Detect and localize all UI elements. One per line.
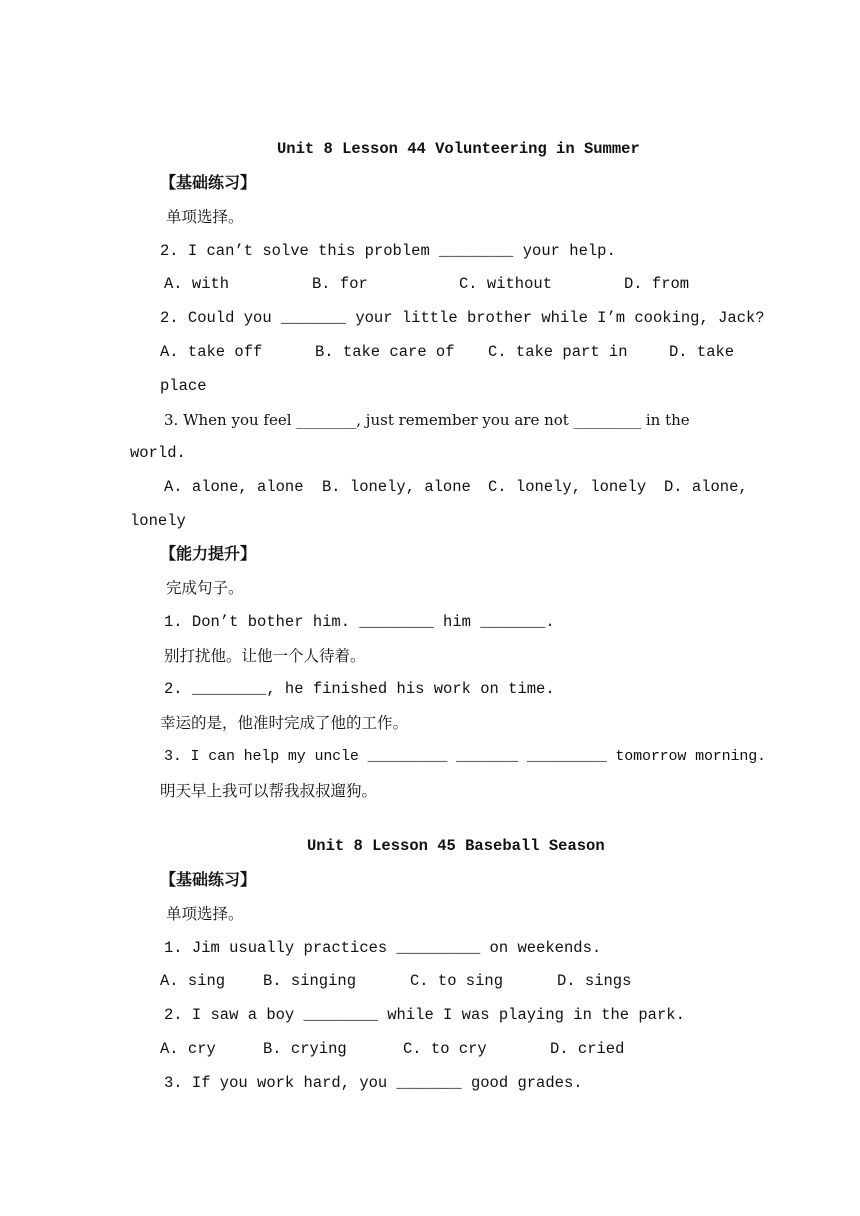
lesson44-title: Unit 8 Lesson 44 Volunteering in Summer	[277, 140, 640, 158]
lesson45-q2-option-b: B. crying	[263, 1040, 347, 1058]
lesson44-q1-option-a: A. with	[164, 275, 230, 293]
lesson45-q2-option-d: D. cried	[550, 1040, 625, 1058]
lesson45-q1-option-c: C. to sing	[410, 972, 504, 990]
lesson44-question-1: 2. I can’t solve this problem ________ your help.	[160, 242, 616, 260]
lesson44-q1-option-d: D. from	[624, 275, 690, 293]
lesson45-question-3: 3. If you work hard, you _______ good grades.	[164, 1074, 583, 1092]
lesson45-question-2: 2. I saw a boy ________ while I was playing in the park.	[164, 1006, 685, 1024]
lesson45-q1-option-b: B. singing	[263, 972, 357, 990]
lesson45-q2-option-c: C. to cry	[403, 1040, 487, 1058]
lesson44-question-3-wrap: world.	[130, 444, 186, 462]
lesson44-q2-option-c: C. take part in	[488, 343, 628, 361]
lesson44-q2-option-d-wrap: place	[160, 377, 207, 395]
lesson44-q3-option-c: C. lonely, lonely	[488, 478, 647, 496]
lesson45-q1-option-a: A. sing	[160, 972, 226, 990]
lesson44-q2-option-a: A. take off	[160, 343, 263, 361]
lesson44-instruction-choice: 单项选择。	[166, 208, 244, 226]
lesson44-q1-option-c: C. without	[459, 275, 553, 293]
lesson44-q3-option-d: D. alone,	[664, 478, 748, 496]
lesson45-q2-option-a: A. cry	[160, 1040, 216, 1058]
lesson44-sentence-1: 1. Don’t bother him. ________ him _______.	[164, 613, 555, 631]
lesson44-q1-option-b: B. for	[312, 275, 368, 293]
lesson44-sentence-1-translation: 别打扰他。让他一个人待着。	[164, 647, 366, 665]
lesson44-q2-option-b: B. take care of	[315, 343, 455, 361]
lesson45-q1-option-d: D. sings	[557, 972, 632, 990]
lesson44-q3-option-b: B. lonely, alone	[322, 478, 471, 496]
lesson44-q2-option-d: D. take	[669, 343, 735, 361]
lesson45-question-1: 1. Jim usually practices _________ on weekends.	[164, 939, 602, 957]
lesson44-sentence-2: 2. ________, he finished his work on time.	[164, 680, 555, 698]
lesson45-title: Unit 8 Lesson 45 Baseball Season	[307, 837, 605, 855]
lesson44-ability-header: 【能力提升】	[160, 544, 257, 563]
lesson44-sentence-3-translation: 明天早上我可以帮我叔叔遛狗。	[160, 782, 378, 800]
lesson44-sentence-2-translation: 幸运的是，他准时完成了他的工作。	[160, 714, 409, 732]
lesson44-basic-header: 【基础练习】	[160, 173, 257, 192]
lesson44-question-2: 2. Could you _______ your little brother while I’m cooking, Jack?	[160, 309, 765, 327]
lesson44-sentence-3: 3. I can help my uncle _________ _______ _________ tomorrow morning.	[164, 748, 766, 765]
lesson45-basic-header: 【基础练习】	[160, 870, 257, 889]
lesson44-question-3: 3. When you feel ________, just remember you are not _________ in the	[164, 411, 690, 429]
lesson44-q3-option-a: A. alone, alone	[164, 478, 304, 496]
lesson45-instruction-choice: 单项选择。	[166, 905, 244, 923]
lesson44-instruction-complete: 完成句子。	[166, 579, 244, 597]
lesson44-q3-option-d-wrap: lonely	[130, 512, 186, 530]
